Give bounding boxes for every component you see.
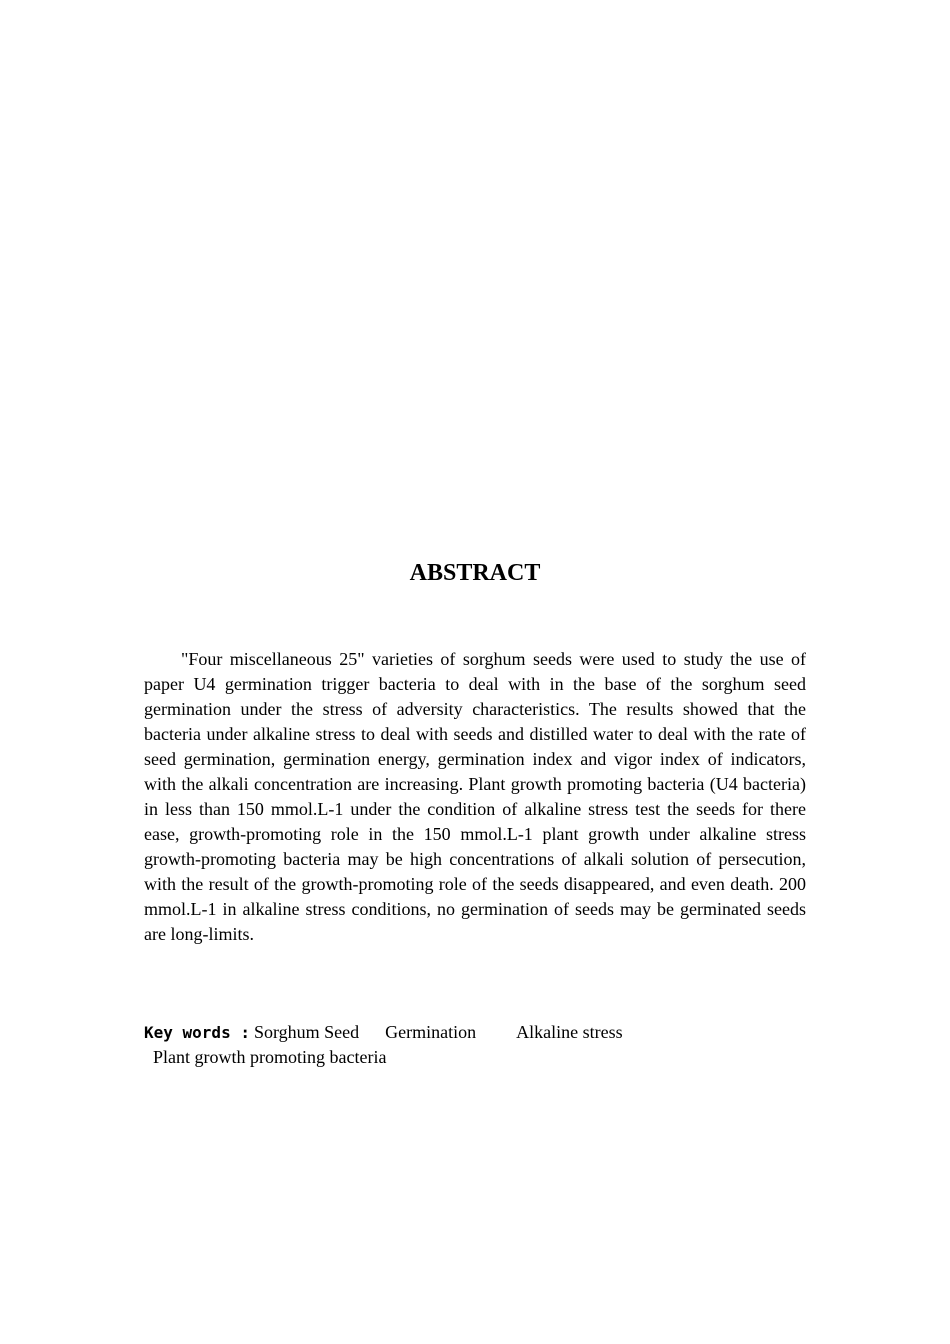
abstract-body: "Four miscellaneous 25" varieties of sorghum seeds were used to study the use of paper U4 germination trigger bacteria to deal with in the base of the sorghum seed germination under the stress of adversity characteristics. The results showed that the bacteria under alkaline stress to deal with seeds and distilled water to deal with the rate of seed germination, germination energy, germination index and vigor index of indicators, with the alkali concentration are increasing. Plant growth promoting bacteria (U4 bacteria) in less than 150 mmol.L-1 under the condition of alkaline stress test the seeds for there ease, growth-promoting role in the 150 mmol.L-1 plant growth under alkaline stress growth-promoting bacteria may be high concentrations of alkali solution of persecution, with the result of the growth-promoting role of the seeds disappeared, and even death. 200 mmol.L-1 in alkaline stress conditions, no germination of seeds may be germinated seeds are long-limits. <box>144 649 806 944</box>
keyword-item: Sorghum Seed <box>253 1022 360 1042</box>
keyword-item: Alkaline stress <box>516 1022 623 1042</box>
keywords-label: Key words : <box>144 1023 250 1042</box>
keyword-item: Germination <box>385 1022 477 1042</box>
abstract-title: ABSTRACT <box>409 560 541 586</box>
keywords-section <box>144 1020 806 1070</box>
keyword-item: Plant growth promoting bacteria <box>153 1047 387 1067</box>
